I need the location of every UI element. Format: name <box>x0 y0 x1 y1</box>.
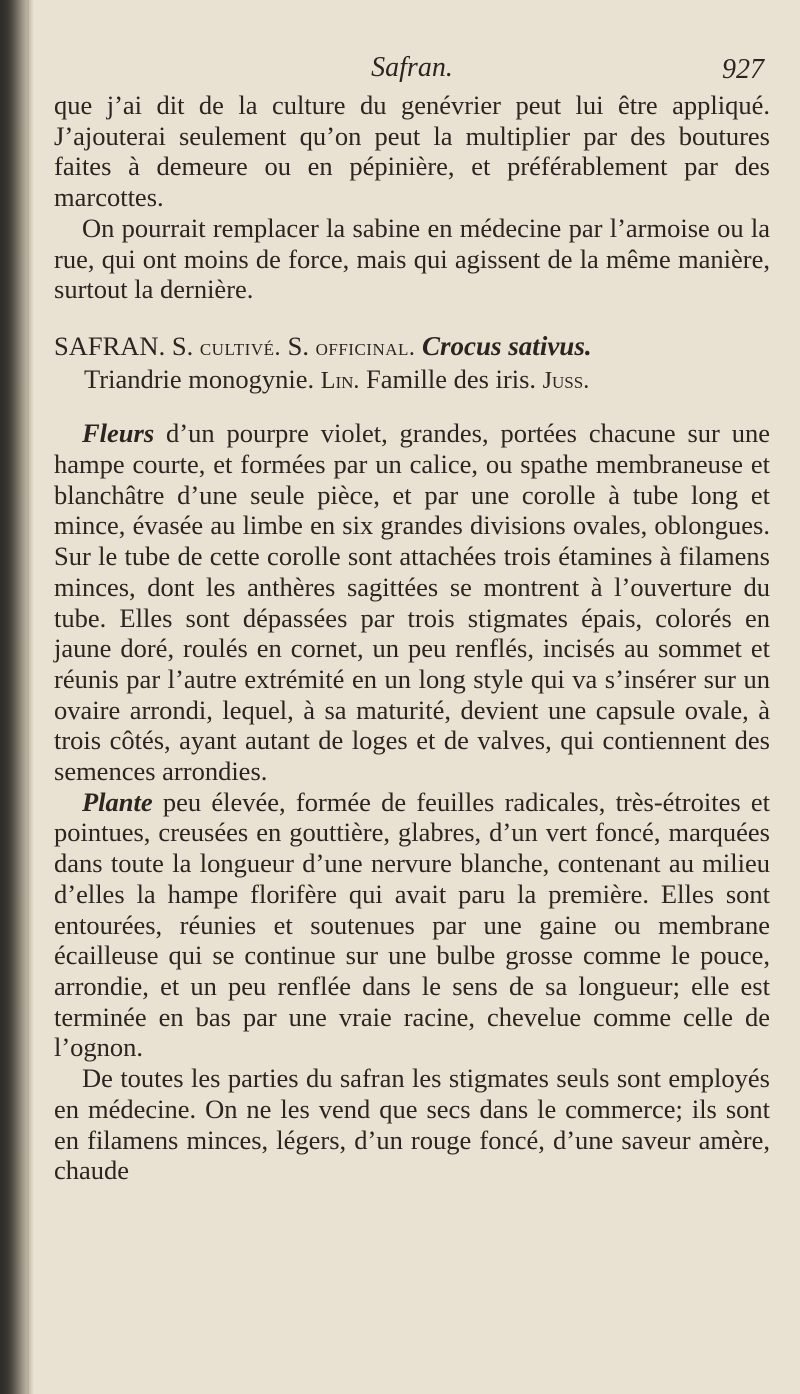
entry-taxonomy <box>54 364 770 397</box>
taxonomy-family: Famille des iris. <box>366 363 537 394</box>
entry-heading <box>54 331 770 364</box>
section-gap <box>54 396 770 418</box>
entry-s1: S. <box>171 330 194 361</box>
page-edge <box>26 0 29 1394</box>
term-plante: Plante <box>82 786 153 817</box>
paragraph-plante <box>54 787 770 1063</box>
text-plante: peu élevée, formée de feuilles radicales, très-étroites et pointues, creusées en gouttière, glabres, d’un vert foncé, marquées dans toute la longueur d’une nervure blanche, contenant au milieu d’elles la hampe florifère qui avait paru la première. Elles sont entourées, réunies et soutenues par une gaine ou membrane écailleuse qui se continue sur une bulbe grosse comme le pouce, arrondie, et un peu renflée dans le sens de sa longueur; elle est terminée en bas par une vraie racine, chevelue comme celle de l’ognon. <box>54 786 770 1063</box>
paragraph-usage: De toutes les parties du safran les stigmates seuls sont employés en médecine. On ne les vend que secs dans le commerce; ils sont en filamens minces, légers, d’un rouge foncé, d’une saveur amère, chaude <box>54 1063 770 1186</box>
entry-name: SAFRAN. <box>54 330 166 361</box>
paragraph-continued: que j’ai dit de la culture du genévrier peut lui être appliqué. J’ajouterai seulement qu’on peut la multiplier par des boutures faites à demeure ou en pépinière, et préférablement par des marcottes. <box>54 90 770 213</box>
entry-s2: S. <box>287 330 309 361</box>
term-fleurs: Fleurs <box>82 418 155 449</box>
entry-cultive: cultivé. <box>199 334 281 361</box>
book-page <box>54 50 770 1380</box>
paragraph-substitutes: On pourrait remplacer la sabine en médecine par l’armoise ou la rue, qui ont moins de force, mais qui agissent de la même manière, surtout la dernière. <box>54 212 770 305</box>
section-gap <box>54 305 770 331</box>
entry-latin-name: Crocus sativus. <box>422 330 592 361</box>
text-fleurs: d’un pourpre violet, grandes, portées chacune sur une hampe courte, et formées par un calice, ou spathe membraneuse et blanchâtre d’une seule pièce, et par une corolle à tube long et mince, évasée au limbe en six grandes divisions ovales, oblongues. Sur le tube de cette corolle sont attachées trois étamines à filamens minces, dont les anthères sagittées se montrent à l’ouverture du tube. Elles sont dépassées par trois stigmates épais, colorés en jaune doré, roulés en cornet, un peu renflés, incisés au sommet et réunis par l’autre extrémité en un long style qui va s’insérer sur un ovaire arrondi, lequel, à sa maturité, devient une capsule ovale, à trois côtés, ayant autant de loges et de valves, qui contiennent des semences arrondies. <box>54 418 770 787</box>
page-number: 927 <box>722 54 764 85</box>
taxonomy-class: Triandrie monogynie. <box>84 363 315 394</box>
running-title: Safran. <box>371 52 453 83</box>
taxonomy-linn: Lin. <box>320 367 360 394</box>
entry-officinal: officinal. <box>315 334 416 361</box>
running-head <box>54 50 770 90</box>
taxonomy-juss: Juss. <box>542 367 590 394</box>
paragraph-fleurs <box>54 418 770 786</box>
